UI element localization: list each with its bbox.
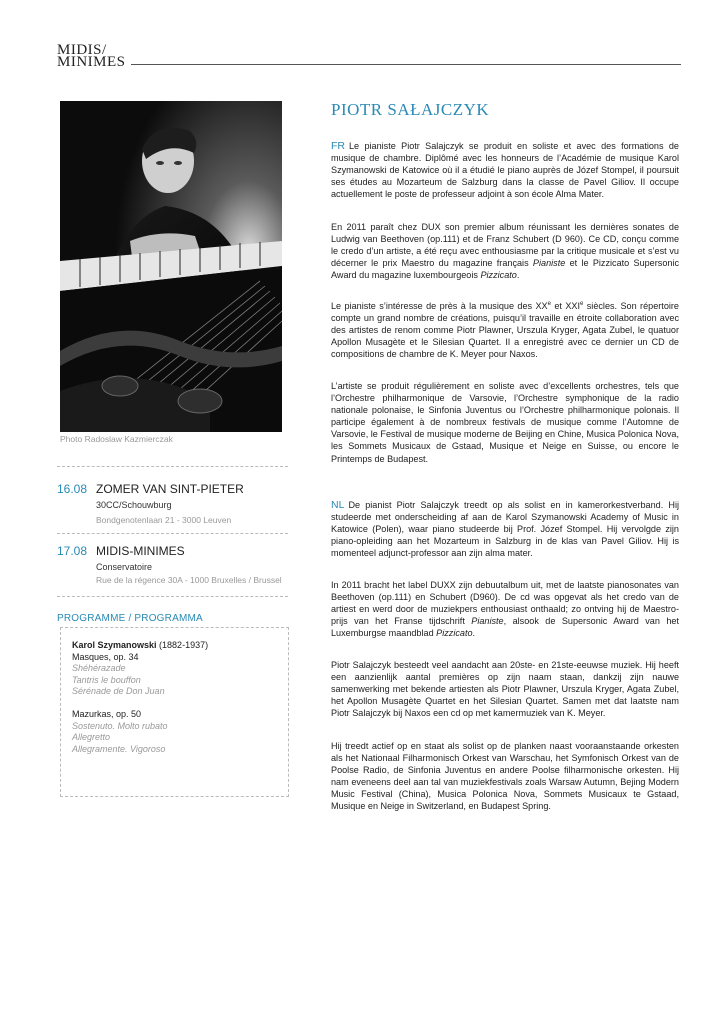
event-address: Rue de la régence 30A - 1000 Bruxelles / Brussel [96, 575, 282, 585]
fr-paragraph-3 [331, 300, 679, 360]
movement: Allegretto [72, 732, 111, 743]
photo-credit: Photo Radoslaw Kazmierczak [60, 434, 173, 444]
divider [57, 466, 288, 467]
movement: Tantris le bouffon [72, 674, 141, 685]
text: Piotr Salajczyk besteedt veel aandacht aan 20ste- en 21ste-eeuwse muziek. Hij heeft een aanzienlijk aantal premières op zijn naam staan, dankzij zijn nauwe samenwerking met bekende artiesten als Piotr Plawner, Urszula Kryger, Agata Zubel, het Apollon Musagète Quartet en het Silesian Quartet. Samen met dat laatste nam Piotr Salajczyk bij Naxos een cd op met kamermuziek van K. Meyer. [331, 660, 679, 719]
event-date: 16.08 [57, 482, 88, 496]
text: , alsook de Supersonic Award van het Luxemburgse maandblad [331, 616, 679, 639]
superscript: e [547, 300, 551, 307]
fr-paragraph-4 [331, 380, 679, 465]
composer-dates: (1882-1937) [159, 640, 209, 650]
logo-line-2: MINIMES [57, 54, 126, 70]
text: et XXI [550, 301, 581, 311]
programme-heading: PROGRAMME / PROGRAMMA [57, 613, 203, 624]
movement: Sostenuto. Molto rubato [72, 720, 168, 731]
work-title: Mazurkas, op. 50 [72, 708, 142, 719]
composer-name: Karol Szymanowski [72, 640, 157, 650]
text: Hij treedt actief op en staat als solist op de planken naast vooraanstaande orkesten als het Nationaal Filharmonisch Orkest van Warschau, het Symfonisch Orkest van de Poolse Radio, de Sinfonia Juventus en andere Poolse filharmonische orkesten. Hij nam eveneens deel aan tal van muziekfestivals zoals Warsaw Autumn, Bejing Modern Music Festival (China), Musica Polonica Nova, Sommets Musicaux te Gstaad, Musique en Neige in Switzerland, en Budapest Spring. [331, 741, 679, 812]
superscript: e [580, 300, 584, 307]
event-address: Bondgenotenlaan 21 - 3000 Leuven [96, 515, 232, 525]
italic-text: Pianiste [532, 258, 566, 269]
text: et le Pizzicato Supersonic Award du magazine luxembourgeois [331, 258, 680, 281]
text: De pianist Piotr Salajczyk treedt op als solist en in kamerorkestverband. Hij studeerde met onderscheiding af aan de Karol Szymanowski Academy of Music in Katowice (Polen), waar piano studeerde bij Prof. Józef Stompel. Hij vervolgde zijn piano-opleiding aan het Mozarteum in Salzburg in de klas van Pavel Giliov. Hij is momenteel adjunct-professor aan zijn alma mater. [331, 500, 679, 559]
divider [57, 596, 288, 597]
logo-line-1: MIDIS/ [57, 42, 107, 58]
text: In 2011 bracht het label DUXX zijn debuutalbum uit, met de laatste pianosonates van Beethoven (op.111) en Schubert (D960). De cd was opgevat als het credo van de artiest en werd door de muziekpers enthousiast onthaald; zo ontving hij de Maestro-prijs van het Franse tijdschrift [331, 580, 679, 627]
lang-label-nl: NL [331, 499, 345, 511]
event-venue: Conservatoire [96, 562, 153, 572]
lang-label-fr: FR [331, 140, 345, 152]
nl-paragraph-3 [331, 659, 679, 719]
text: L’artiste se produit régulièrement en soliste avec d’excellents orchestres, tels que l’Orchestre philharmonique de Varsovie, l’Orchestre symphonique de la radio nationale polonaise, le Sinfonia Juventus ou l’Orchestre philharmonique polonais. Il participe également à de nombreux festivals de musique comme l’Automne de Varsovie, le Festival de musique moderne de Beijing en Chine, Musica Polonica Nova, les Sommets Musicaux de Gstaad, Musique et Neige en Suisse, ou encore le Printemps de Budapest. [331, 381, 679, 464]
nl-paragraph-4 [331, 740, 679, 813]
italic-text: Pizzicato [436, 628, 473, 639]
text: siècles. Son répertoire compte un grand nombre de créations, puisqu’il travaille en étroite collaboration avec des artistes de renom comme Piotr Plawner, Urszula Kryger, Agata Zubel, le quatuor Apollon Musagète et le Silesian Quartet. Il a enregistré avec ce dernier un CD de compositions de chambre de K. Meyer pour Naxos. [331, 301, 679, 360]
text: En 2011 paraît chez DUX son premier album réunissant les dernières sonates de Ludwig van Beethoven (op.111) et de Franz Schubert (D 960). Ce CD, conçu comme le credo d’un artiste, a été reçu avec enthousiasme par la critique musicale et s’est vu décerner le prix Maestro du magazine français [331, 222, 679, 269]
logo [57, 44, 126, 68]
movement: Shéhérazade [72, 663, 126, 674]
event-title: MIDIS-MINIMES [96, 544, 185, 558]
text: Le pianiste Piotr Salajczyk se produit en soliste et avec des formations de musique de chambre. Diplômé avec les honneurs de l’Académie de musique Karol Szymanowski de Katowice où il a étudié le piano auprès de Józef Stompel, il poursuit ses études au Mozarteum de Salzburg dans la classe de Pavel Giliov. Il occupe actuellement le poste de professeur adjoint à son école Alma Mater. [331, 141, 679, 200]
artist-name: PIOTR SAŁAJCZYK [331, 100, 490, 119]
movement: Sérénade de Don Juan [72, 686, 165, 697]
event-venue: 30CC/Schouwburg [96, 500, 172, 510]
header-rule [131, 64, 681, 65]
programme-list [72, 640, 208, 755]
artist-photo [60, 101, 282, 432]
italic-text: Pianiste [471, 616, 504, 627]
text: Le pianiste s’intéresse de près à la musique des XX [331, 301, 548, 311]
text: . [472, 628, 476, 639]
fr-paragraph-2 [331, 221, 679, 281]
divider [57, 533, 288, 534]
event-title: ZOMER VAN SINT-PIETER [96, 482, 244, 496]
nl-paragraph-2 [331, 579, 679, 639]
event-1 [57, 482, 292, 532]
event-2 [57, 544, 292, 594]
movement: Allegramente. Vigoroso [72, 743, 166, 754]
fr-paragraph-1 [331, 140, 679, 200]
italic-text: Pizzicato [480, 270, 517, 281]
event-date: 17.08 [57, 544, 88, 558]
work-title: Masques, op. 34 [72, 651, 139, 662]
nl-paragraph-1 [331, 499, 679, 559]
text: . [516, 270, 520, 281]
